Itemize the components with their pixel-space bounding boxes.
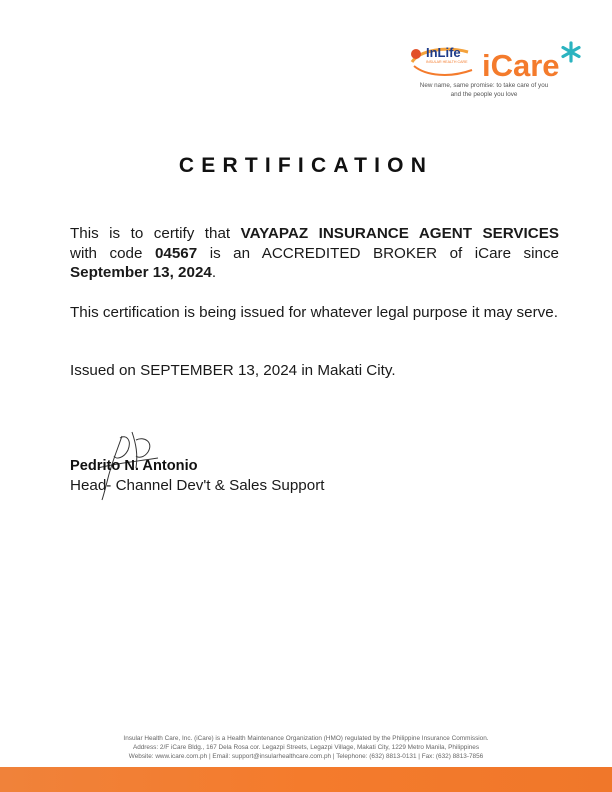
text-segment: is an ACCREDITED BROKER of iCare since bbox=[197, 244, 559, 262]
paragraph-line bbox=[70, 263, 559, 283]
paragraph-line bbox=[70, 244, 559, 264]
inlife-dot-icon bbox=[411, 49, 421, 59]
footer-address: Address: 2/F iCare Bldg., 167 Dela Rosa cor. Legazpi Streets, Legazpi Village, Makati City, 1229 Metro Manila, Philippines bbox=[132, 743, 480, 751]
broker-code: 04567 bbox=[154, 244, 198, 262]
company-name: VAYAPAZ INSURANCE AGENT SERVICES bbox=[240, 225, 560, 242]
footer-line-1: Insular Health Care, Inc. (iCare) is a Health Maintenance Organization (HMO) regulated by the Philippine Insurance Commission. bbox=[123, 735, 489, 742]
signer-title: Head- Channel Dev't & Sales Support bbox=[70, 477, 325, 494]
text-segment: . bbox=[211, 264, 217, 281]
purpose-paragraph: This certification is being issued for whatever legal purpose it may serve. bbox=[70, 304, 558, 321]
document-title: CERTIFICATION bbox=[178, 154, 434, 177]
footer-info bbox=[0, 735, 612, 761]
logo-tagline bbox=[404, 82, 564, 99]
issued-paragraph: Issued on SEPTEMBER 13, 2024 in Makati City. bbox=[70, 362, 396, 379]
logo-inlife-text: InLife bbox=[426, 45, 461, 60]
text-segment: with code bbox=[70, 244, 155, 262]
paragraph-line bbox=[70, 224, 559, 244]
text-segment: This is to certify that bbox=[70, 225, 241, 242]
accreditation-date: September 13, 2024 bbox=[70, 264, 212, 281]
logo-inlife-sub: INSULAR HEALTH CARE bbox=[426, 60, 468, 64]
logo-icare-text: iCare bbox=[482, 48, 560, 83]
logo-graphic bbox=[406, 40, 596, 84]
tagline-line-2: and the people you love bbox=[450, 90, 518, 98]
footer-bar bbox=[0, 767, 612, 792]
certification-paragraph bbox=[70, 224, 559, 283]
tagline-line-1: New name, same promise: to take care of you bbox=[419, 82, 549, 89]
footer-contact: Website: www.icare.com.ph | Email: support@insularhealthcare.com.ph | Telephone: (632) 8813-0131 | Fax: (632) 8813-7856 bbox=[128, 752, 484, 760]
signer-name: Pedrito N. Antonio bbox=[70, 458, 198, 474]
asterisk-icon bbox=[563, 43, 579, 61]
